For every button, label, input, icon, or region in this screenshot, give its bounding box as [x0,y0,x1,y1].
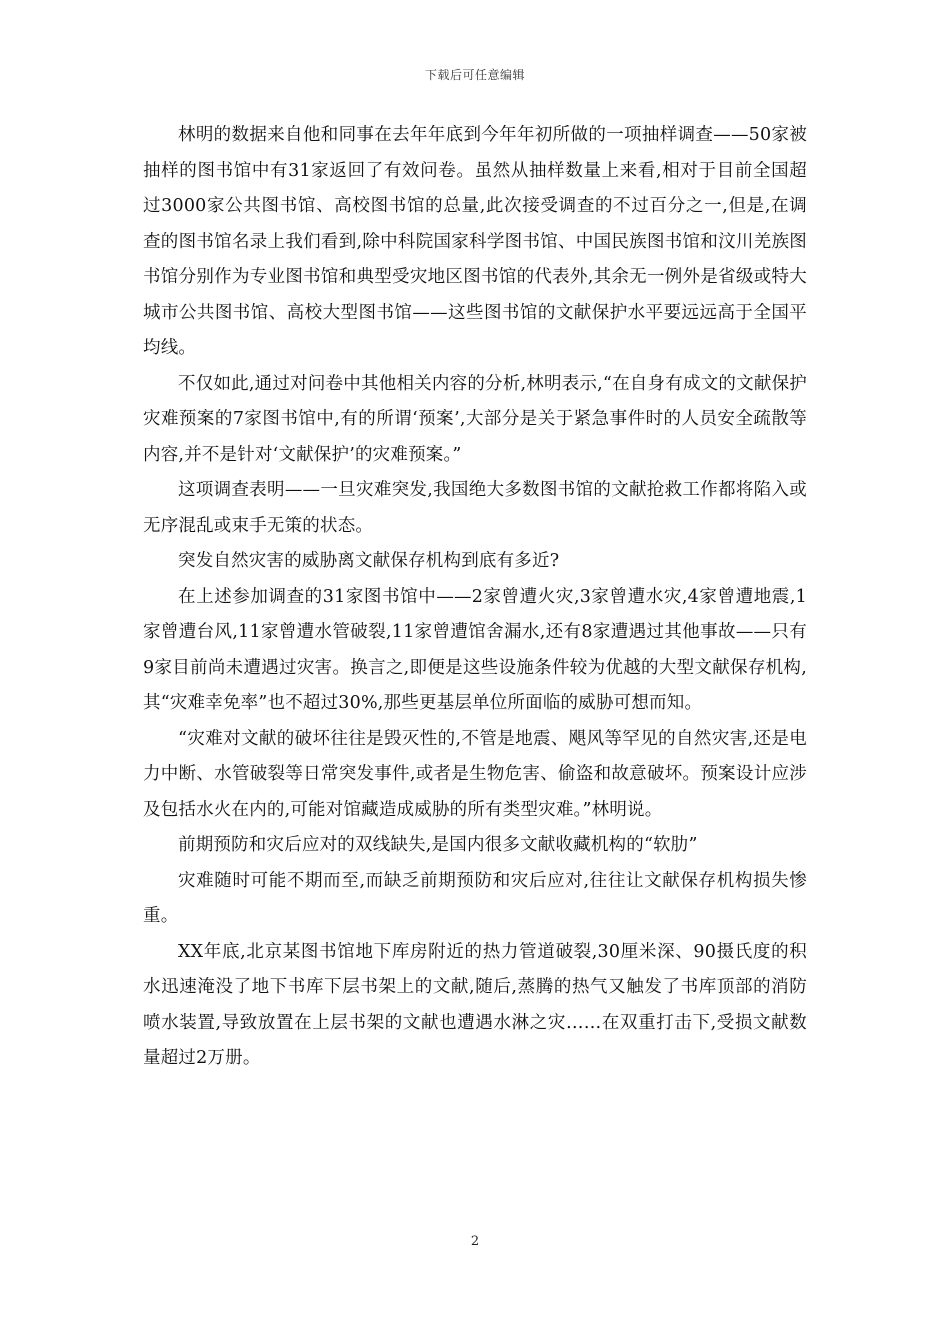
paragraph-7: 前期预防和灾后应对的双线缺失,是国内很多文献收藏机构的“软肋” [178,835,698,855]
header-note: 下载后可任意编辑 [424,68,525,82]
paragraph-9: XX年底,北京某图书馆地下库房附近的热力管道破裂,30厘米深、90摄氏度的积水迅速淹没了地下书库下层书架上的文献,随后,蒸腾的热气又触发了书库顶部的消防喷水装置,导致放置在上层书架的文献也遭遇水淋之灾……在双重打击下,受损文献数量超过2万册。 [143,941,807,1068]
paragraph-1: 林明的数据来自他和同事在去年年底到今年年初所做的一项抽样调查——50家被抽样的图书馆中有31家返回了有效问卷。虽然从抽样数量上来看,相对于目前全国超过3000家公共图书馆、高校图书馆的总量,此次接受调查的不过百分之一,但是,在调查的图书馆名录上我们看到,除中科院国家科学图书馆、中国民族图书馆和汶川羌族图书馆分别作为专业图书馆和典型受灾地区图书馆的代表外,其余无一例外是省级或特大城市公共图书馆、高校大型图书馆——这些图书馆的文献保护水平要远远高于全国平均线。 [143,125,807,358]
paragraph-3: 这项调查表明——一旦灾难突发,我国绝大多数图书馆的文献抢救工作都将陷入或无序混乱或束手无策的状态。 [143,480,807,536]
page-number: 2 [470,1234,480,1249]
paragraph-8: 灾难随时可能不期而至,而缺乏前期预防和灾后应对,往往让文献保存机构损失惨重。 [143,870,807,926]
paragraph-2: 不仅如此,通过对问卷中其他相关内容的分析,林明表示,“在自身有成文的文献保护灾难预案的7家图书馆中,有的所谓‘预案’,大部分是关于紧急事件时的人员安全疏散等内容,并不是针对‘文献保护’的灾难预案。” [143,373,807,465]
paragraph-4: 突发自然灾害的威胁离文献保存机构到底有多近? [178,551,560,571]
paragraph-6: “灾难对文献的破坏往往是毁灭性的,不管是地震、飓风等罕见的自然灾害,还是电力中断、水管破裂等日常突发事件,或者是生物危害、偷盗和故意破坏。预案设计应涉及包括水火在内的,可能对馆藏造成威胁的所有类型灾难。”林明说。 [143,728,807,820]
body-text [143,118,807,1077]
paragraph-5: 在上述参加调查的31家图书馆中——2家曾遭火灾,3家曾遭水灾,4家曾遭地震,1家曾遭台风,11家曾遭水管破裂,11家曾遭馆舍漏水,还有8家遭遇过其他事故——只有9家目前尚未遭遇过灾害。换言之,即便是这些设施条件较为优越的大型文献保存机构,其“灾难幸免率”也不超过30%,那些更基层单位所面临的威胁可想而知。 [143,586,807,713]
